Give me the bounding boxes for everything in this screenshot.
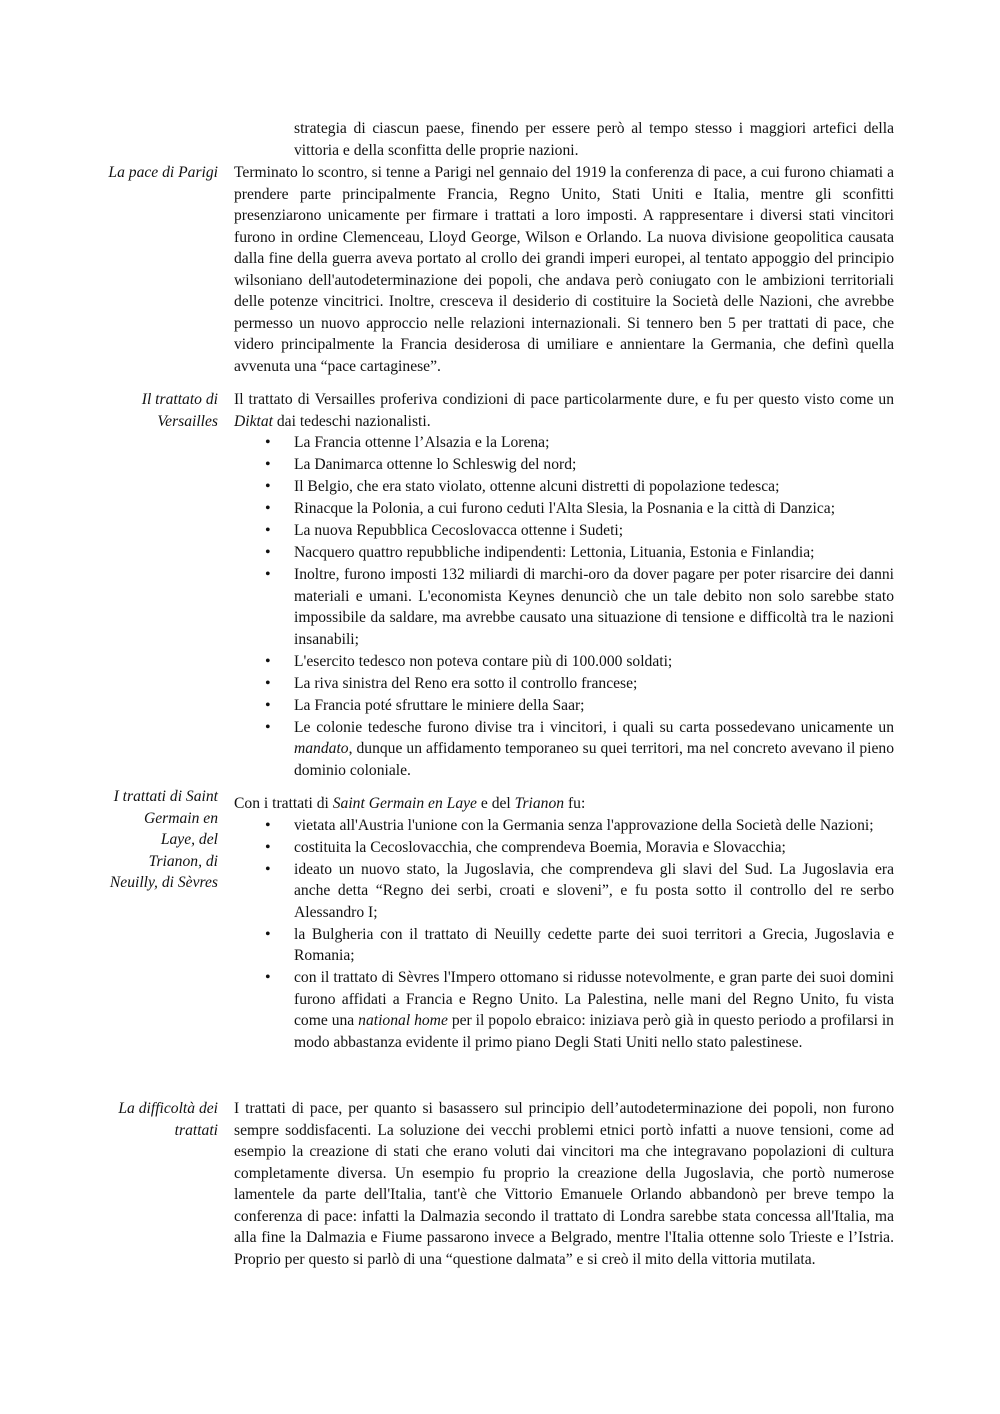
list-item <box>234 717 894 782</box>
section-saint-germain <box>234 793 894 1054</box>
list-item: • Nacquero quattro repubbliche indipendenti: Lettonia, Lituania, Estonia e Finlandia; <box>234 542 894 564</box>
text-run: per il popolo ebraico: iniziava però già in questo periodo a profilarsi in modo abbastanza evidente il primo piano Degli Stati Uniti nello stato palestinese. <box>294 1012 894 1051</box>
text-run: , dunque un affidamento temporaneo su quei territori, ma nel concreto avevano il pieno dominio coloniale. <box>294 740 894 779</box>
margin-note-line: Trianon, di <box>148 852 218 870</box>
list-item: • Rinacque la Polonia, a cui furono ceduti l'Alta Slesia, la Posnania e la città di Danzica; <box>234 498 894 520</box>
text-run: con il trattato di Sèvres l'Impero ottomano si ridusse notevolmente, e gran parte dei suoi domini furono affidati a Francia e Regno Unito. La Palestina, nelle mani del Regno Unito, fu vista come una <box>294 969 894 1029</box>
list-item: • La riva sinistra del Reno era sotto il controllo francese; <box>234 673 894 695</box>
emphasis-trianon: Trianon <box>514 795 565 812</box>
emphasis-saint-germain: Saint Germain en Laye <box>332 795 477 812</box>
margin-note-line: I trattati di Saint <box>113 788 218 805</box>
paragraph-difficolta: I trattati di pace, per quanto si basassero sul principio dell’autodeterminazione dei popoli, non furono sempre soddisfacenti. La soluzione dei vecchi problemi etnici portò infatti a nuove tensioni, come ad esempio la creazione di stati che erano voluti dai vincitori ma che integravano popolazioni di cultura completamente diversa. Un esempio fu proprio la creazione della Jugoslavia, che portò numerose lamentele da parte dell'Italia, tant'è che Vittorio Emanuele Orlando abbandonò per breve tempo la conferenza di pace: infatti la Dalmazia secondo il trattato di Londra sarebbe stata concessa all'Italia, ma alla fine la Dalmazia e Fiume passarono invece a Belgrado, mentre l'Italia ottenne solo Trieste e l’Istria. Proprio per questo si parlò di una “questione dalmata” e si creò il mito della vittoria mutilata. <box>234 1100 894 1268</box>
list-item: • vietata all'Austria l'unione con la Germania senza l'approvazione della Società delle Nazioni; <box>234 815 894 837</box>
margin-note-difficolta <box>96 1098 218 1141</box>
saint-germain-intro <box>234 793 894 815</box>
margin-note-line: Neuilly, di Sèvres <box>109 874 218 891</box>
section-versailles <box>234 389 894 782</box>
text-run: Con i trattati di <box>234 795 333 812</box>
text-run: e del <box>476 795 515 812</box>
margin-note-line: Laye, del <box>160 831 218 848</box>
versailles-intro <box>234 389 894 432</box>
list-item: • La Francia ottenne l’Alsazia e la Lorena; <box>234 432 894 454</box>
margin-note-pace-parigi: La pace di Parigi <box>108 164 218 181</box>
margin-note-versailles <box>96 389 218 432</box>
list-item <box>234 967 894 1053</box>
text-run: fu: <box>564 795 586 812</box>
text-run: dai tedeschi nazionalisti. <box>272 412 431 430</box>
text-run: Il trattato di Versailles proferiva condizioni di pace particolarmente dure, e fu per questo visto come un <box>234 391 894 408</box>
emphasis-mandato: mandato <box>294 740 349 757</box>
list-item: • L'esercito tedesco non poteva contare più di 100.000 soldati; <box>234 651 894 673</box>
margin-note-line: Germain en <box>143 809 218 827</box>
emphasis-national-home: national home <box>358 1012 448 1029</box>
margin-note-line: Il trattato di <box>141 391 218 408</box>
saint-germain-list <box>234 815 894 1054</box>
paragraph-pace-parigi: Terminato lo scontro, si tenne a Parigi nel gennaio del 1919 la conferenza di pace, a cui furono chiamati a prendere parte principalmente Francia, Regno Unito, Stati Uniti e Italia, mentre gli sconfitti presenziarono unicamente per firmare i trattati a loro imposti. A rappresentare i diversi stati vincitori furono in ordine Clemenceau, Lloyd George, Wilson e Orlando. La nuova divisione geopolitica causata dalla fine della guerra aveva portato al crollo dei grandi imperi europei, al tentato appoggio del principio wilsoniano dell'autodeterminazione dei popoli, che andava però coniugato con le ambizioni territoriali delle potenze vincitrici. Inoltre, cresceva il desiderio di costituire la Società delle Nazioni, che avrebbe permesso un nuovo approccio nelle relazioni internazionali. Si tennero ben 5 per trattati di pace, che videro principalmente la Francia desiderosa di umiliare e annientare la Germania, che definì quella avvenuta una “pace cartaginese”. <box>234 164 894 375</box>
emphasis-diktat: Diktat <box>234 412 273 430</box>
text-run: Le colonie tedesche furono divise tra i vincitori, i quali su carta possedevano unicamente un <box>294 718 894 736</box>
versailles-list <box>234 432 894 781</box>
margin-note-saint-germain <box>96 786 218 894</box>
list-item: • costituita la Cecoslovacchia, che comprendeva Boemia, Moravia e Slovacchia; <box>234 837 894 859</box>
list-item: • la Bulgheria con il trattato di Neuilly cedette parte dei suoi territori a Grecia, Jugoslavia e Romania; <box>234 924 894 967</box>
list-item: • La nuova Repubblica Cecoslovacca ottenne i Sudeti; <box>234 520 894 542</box>
list-item: • Inoltre, furono imposti 132 miliardi di marchi-oro da dover pagare per poter risarcire dei danni materiali e umani. L'economista Keynes denunciò che un tale debito non solo sarebbe stato impossibile da saldare, ma avrebbe causato una situazione di tensione e difficoltà tra le nazioni insanabili; <box>234 564 894 650</box>
continuation-paragraph: strategia di ciascun paese, finendo per essere però al tempo stesso i maggiori artefici della vittoria e della sconfitta delle proprie nazioni. <box>294 120 894 159</box>
list-item: • La Francia poté sfruttare le miniere della Saar; <box>234 695 894 717</box>
list-item: • Il Belgio, che era stato violato, ottenne alcuni distretti di popolazione tedesca; <box>234 476 894 498</box>
list-item: • La Danimarca ottenne lo Schleswig del nord; <box>234 454 894 476</box>
margin-note-line: Versailles <box>157 412 218 430</box>
margin-note-line: La difficoltà dei <box>118 1100 218 1117</box>
list-item: • ideato un nuovo stato, la Jugoslavia, che comprendeva gli slavi del Sud. La Jugoslavia era anche detta “Regno dei serbi, croati e sloveni”, e fu posta sotto il controllo del re serbo Alessandro I; <box>234 859 894 924</box>
margin-note-line: trattati <box>174 1121 218 1139</box>
